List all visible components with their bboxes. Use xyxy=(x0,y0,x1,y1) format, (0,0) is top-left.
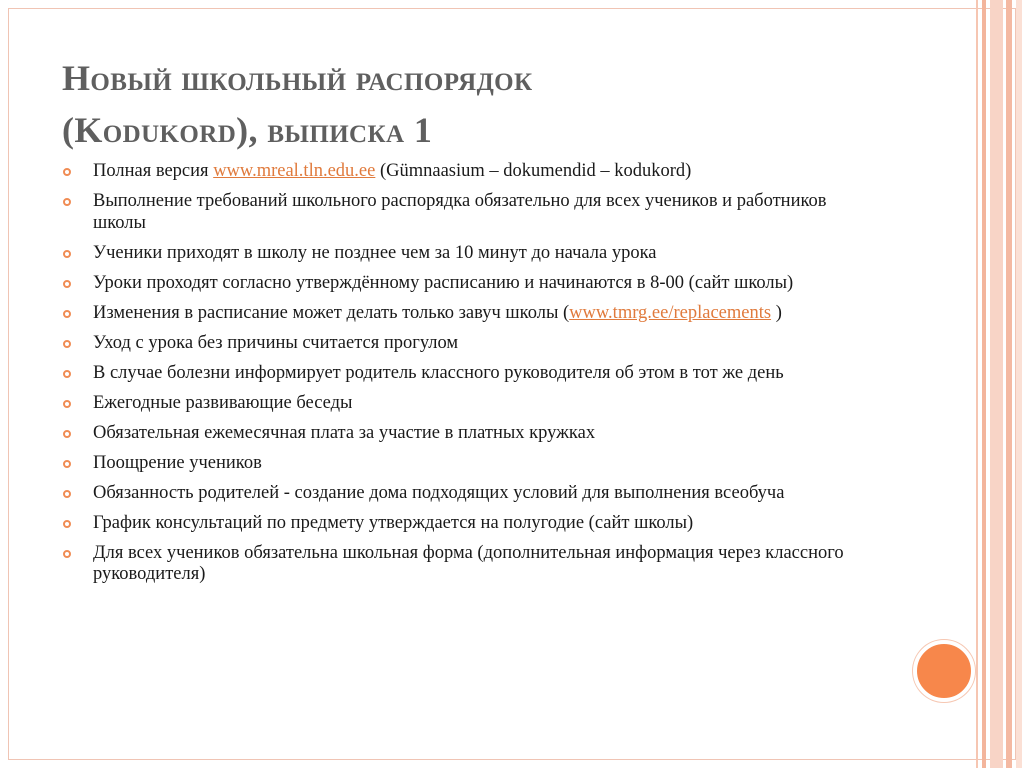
list-item xyxy=(62,483,872,505)
item-text: Ежегодные развивающие беседы xyxy=(93,392,353,413)
list-item xyxy=(62,423,872,445)
circle-bullet-icon xyxy=(63,198,71,206)
circle-bullet-icon xyxy=(63,280,71,288)
stripe xyxy=(982,0,986,768)
item-text: График консультаций по предмету утверждается на полугодие (сайт школы) xyxy=(93,512,694,533)
list-item xyxy=(62,243,872,265)
circle-bullet-icon xyxy=(63,250,71,258)
item-text-after: ) xyxy=(771,302,782,323)
circle-bullet-icon xyxy=(63,550,71,558)
slide-title-line-1: Новый школьный распорядок xyxy=(62,58,533,98)
circle-bullet-icon xyxy=(63,310,71,318)
decorative-stripes xyxy=(974,0,1024,768)
list-item xyxy=(62,513,872,535)
stripe xyxy=(1016,0,1022,768)
circle-bullet-icon xyxy=(63,460,71,468)
list-item xyxy=(62,333,872,355)
item-text: Обязательная ежемесячная плата за участие в платных кружках xyxy=(93,422,596,443)
mreal-link[interactable]: www.mreal.tln.edu.ee xyxy=(213,161,376,181)
item-text-after: (Gümnaasium – dokumendid – kodukord) xyxy=(375,161,692,181)
stripe xyxy=(976,0,978,768)
accent-circle xyxy=(913,640,975,702)
list-item xyxy=(62,161,872,183)
slide-title xyxy=(62,52,902,156)
item-text: Уроки проходят согласно утверждённому расписанию и начинаются в 8-00 (сайт школы) xyxy=(93,272,794,293)
circle-bullet-icon xyxy=(63,430,71,438)
item-text: Обязанность родителей - создание дома подходящих условий для выполнения всеобуча xyxy=(93,482,785,503)
circle-bullet-icon xyxy=(63,520,71,528)
list-item xyxy=(62,453,872,475)
list-item xyxy=(62,273,872,295)
list-item xyxy=(62,543,872,586)
circle-bullet-icon xyxy=(63,490,71,498)
item-text: Поощрение учеников xyxy=(93,452,262,473)
list-item xyxy=(62,363,872,385)
list-item xyxy=(62,393,872,415)
circle-bullet-icon xyxy=(63,168,71,176)
item-text-before: Изменения в расписание может делать только завуч школы ( xyxy=(93,302,570,323)
list-item xyxy=(62,303,872,325)
bullet-list xyxy=(62,161,872,594)
circle-bullet-icon xyxy=(63,370,71,378)
circle-bullet-icon xyxy=(63,340,71,348)
replacements-link[interactable]: www.tmrg.ee/replacements xyxy=(569,302,772,323)
item-text: Уход с урока без причины считается прогулом xyxy=(93,332,459,353)
item-text: В случае болезни информирует родитель классного руководителя об этом в тот же день xyxy=(93,362,784,383)
stripe xyxy=(1006,0,1012,768)
item-text: Выполнение требований школьного распорядка обязательно для всех учеников и работников школы xyxy=(93,191,827,233)
slide-title-line-2: (Kodukord), выписка 1 xyxy=(62,110,433,150)
stripe xyxy=(990,0,1003,768)
circle-bullet-icon xyxy=(63,400,71,408)
item-text-before: Полная версия xyxy=(93,161,214,181)
item-text: Ученики приходят в школу не позднее чем за 10 минут до начала урока xyxy=(93,242,657,263)
list-item xyxy=(62,191,872,234)
item-text: Для всех учеников обязательна школьная форма (дополнительная информация через классного руководителя) xyxy=(93,542,844,584)
